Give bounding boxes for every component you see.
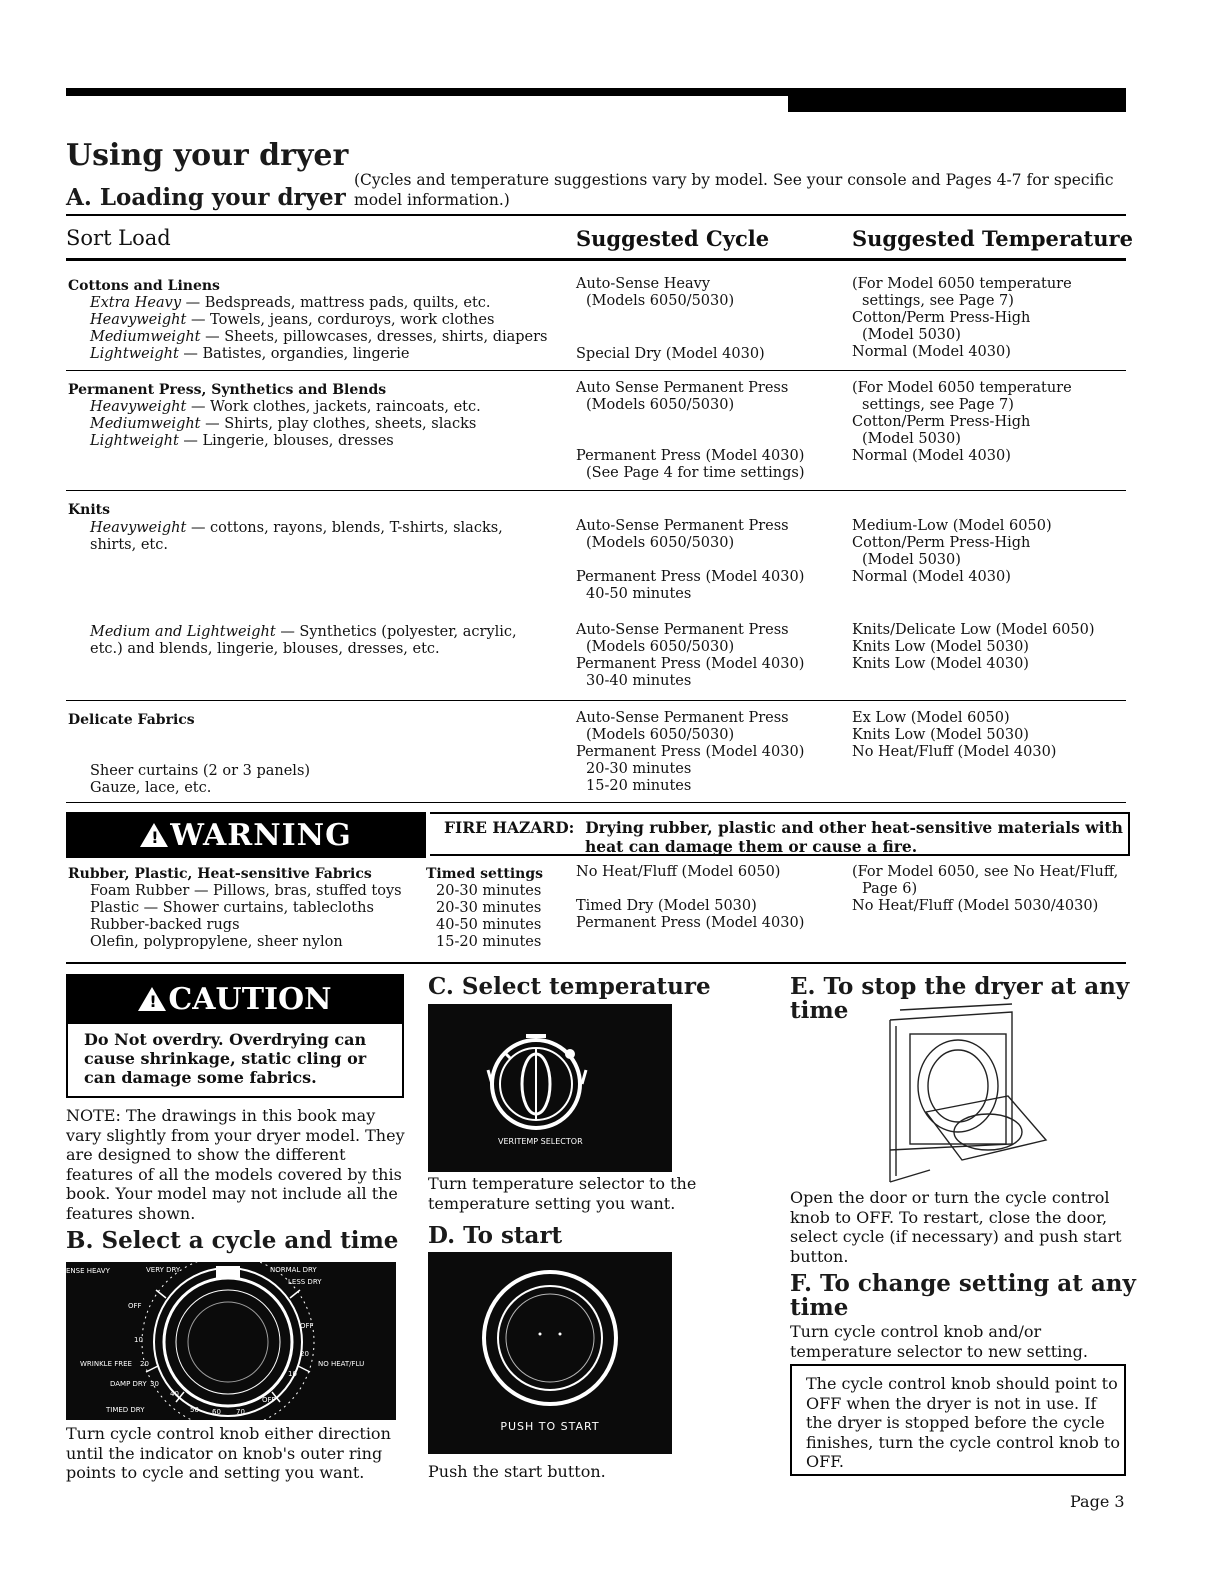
header-tab-bar bbox=[788, 96, 1126, 112]
row-delicate-temp: Ex Low (Model 6050) Knits Low (Model 5030) No Heat/Fluff (Model 4030) bbox=[852, 710, 1057, 760]
col-header-suggested-temperature: Suggested Temperature bbox=[852, 226, 1133, 251]
table-top-rule bbox=[66, 214, 1126, 216]
knob-label: NORMAL DRY bbox=[270, 1266, 317, 1274]
section-f-heading: F. To change setting at any time bbox=[790, 1270, 1136, 1321]
row-divider bbox=[66, 802, 1126, 803]
row-cottons-cycle: Auto-Sense Heavy (Models 6050/5030) Special Dry (Model 4030) bbox=[576, 276, 765, 362]
fire-hazard-text: Drying rubber, plastic and other heat-sensitive materials with bbox=[585, 818, 1123, 837]
start-button-panel bbox=[428, 1252, 672, 1454]
section-c-heading: C. Select temperature bbox=[428, 973, 711, 1000]
row-knits-cycle-2: Auto-Sense Permanent Press (Models 6050/5030) Permanent Press (Model 4030) 30-40 minutes bbox=[576, 622, 805, 689]
row-divider bbox=[66, 700, 1126, 701]
knob-label: VERY DRY bbox=[146, 1266, 181, 1274]
knob-label: NO HEAT/FLU bbox=[318, 1360, 365, 1368]
page-title: Using your dryer bbox=[66, 138, 349, 173]
cycle-knob-panel bbox=[66, 1262, 396, 1420]
knob-label: 30 bbox=[150, 1380, 159, 1388]
section-a-heading: A. Loading your dryer bbox=[66, 184, 346, 211]
section-d-heading: D. To start bbox=[428, 1222, 563, 1249]
warning-triangle-icon bbox=[140, 823, 168, 847]
knob-label: 10 bbox=[288, 1370, 297, 1378]
knob-label: 60 bbox=[212, 1408, 221, 1416]
caution-triangle-icon bbox=[138, 987, 166, 1011]
dryer-door-illustration bbox=[870, 1000, 1050, 1186]
row-rubber-sort: Rubber, Plastic, Heat-sensitive Fabrics Foam Rubber — Pillows, bras, stuffed toys Plastic — Shower curtains, tablecloths Rubber-backed rugs Olefin, polypropylene, sheer nylon bbox=[68, 866, 402, 950]
section-d-text: Push the start button. bbox=[428, 1462, 606, 1481]
row-delicate-sort: Delicate Fabrics Sheer curtains (2 or 3 panels) Gauze, lace, etc. bbox=[68, 712, 311, 796]
caution-text: Do Not overdry. Overdrying can cause shrinkage, static cling or can damage some fabrics. bbox=[66, 1022, 404, 1098]
col-header-suggested-cycle: Suggested Cycle bbox=[576, 226, 770, 251]
row-cottons-group: Cottons and Linens bbox=[68, 278, 220, 294]
knob-label: 20 bbox=[140, 1360, 149, 1368]
knob-label: ENSE HEAVY bbox=[66, 1267, 110, 1275]
row-knits-sort-2: Medium and Lightweight — Synthetics (polyester, acrylic, etc.) and blends, lingerie, blouses, dresses, etc. bbox=[90, 624, 517, 657]
section-e-text: Open the door or turn the cycle control knob to OFF. To restart, close the door, select cycle (if necessary) and push start button. bbox=[790, 1188, 1122, 1266]
cycle-knob-dial bbox=[66, 1262, 396, 1420]
row-cottons-item: Lightweight — Batistes, organdies, lingerie bbox=[90, 346, 410, 362]
section-c-text: Turn temperature selector to the temperature setting you want. bbox=[428, 1174, 697, 1213]
table-bottom-rule bbox=[66, 962, 1126, 964]
dryer-door-icon bbox=[870, 1000, 1050, 1186]
row-knits-sort: Knits Heavyweight — cottons, rayons, blends, T-shirts, slacks, shirts, etc. bbox=[68, 502, 503, 553]
row-knits-temp-1: Medium-Low (Model 6050) Cotton/Perm Press-High (Model 5030) Normal (Model 4030) bbox=[852, 518, 1052, 585]
knob-label: OFF bbox=[300, 1322, 314, 1330]
row-rubber-cycle: No Heat/Fluff (Model 6050) Timed Dry (Model 5030) Permanent Press (Model 4030) bbox=[576, 864, 805, 931]
temp-selector-dial bbox=[428, 1004, 672, 1172]
section-a-intro: (Cycles and temperature suggestions vary by model. See your console and Pages 4-7 for specific model information.) bbox=[354, 171, 1114, 209]
row-permpress-temp: (For Model 6050 temperature settings, see Page 7) Cotton/Perm Press-High (Model 5030) Normal (Model 4030) bbox=[852, 380, 1072, 464]
knob-label: DAMP DRY bbox=[110, 1380, 147, 1388]
push-to-start-button[interactable]: PUSH TO START bbox=[500, 1420, 600, 1433]
row-divider bbox=[66, 370, 1126, 371]
row-cottons-item: Extra Heavy — Bedspreads, mattress pads, quilts, etc. bbox=[90, 295, 491, 311]
fire-hazard-label: FIRE HAZARD: bbox=[444, 818, 575, 837]
caution-banner: ! CAUTION bbox=[66, 974, 404, 1024]
page-number: Page 3 bbox=[1070, 1492, 1125, 1511]
row-knits-cycle-1: Auto-Sense Permanent Press (Models 6050/5030) Permanent Press (Model 4030) 40-50 minutes bbox=[576, 518, 805, 602]
knob-label: OFF bbox=[262, 1396, 276, 1404]
row-rubber-timed: Timed settings 20-30 minutes 20-30 minutes 40-50 minutes 15-20 minutes bbox=[426, 866, 544, 950]
knob-label: OFF bbox=[128, 1302, 142, 1310]
knob-label: TIMED DRY bbox=[106, 1406, 145, 1414]
knob-label: 70 bbox=[236, 1408, 245, 1416]
section-b-heading: B. Select a cycle and time bbox=[66, 1227, 399, 1254]
row-cottons-item: Mediumweight — Sheets, pillowcases, dresses, shirts, diapers bbox=[90, 329, 548, 345]
col-header-sort-load: Sort Load bbox=[66, 226, 171, 250]
temp-selector-label: VERITEMP SELECTOR bbox=[498, 1137, 583, 1146]
row-rubber-temp: (For Model 6050, see No Heat/Fluff, Page 6) No Heat/Fluff (Model 5030/4030) bbox=[852, 864, 1119, 914]
knob-label: 50 bbox=[190, 1406, 199, 1414]
row-cottons-sort bbox=[68, 278, 568, 363]
section-f-text: Turn cycle control knob and/or temperature selector to new setting. bbox=[790, 1322, 1088, 1361]
row-delicate-cycle: Auto-Sense Permanent Press (Models 6050/5030) Permanent Press (Model 4030) 20-30 minutes 15-20 minutes bbox=[576, 710, 805, 794]
knob-label: 10 bbox=[134, 1336, 143, 1344]
row-permpress-cycle: Auto Sense Permanent Press (Models 6050/5030) Permanent Press (Model 4030) (See Page 4 for time settings) bbox=[576, 380, 805, 481]
section-e-heading: E. To stop the dryer at any time bbox=[790, 973, 1130, 1024]
table-header-rule bbox=[66, 258, 1126, 261]
knob-label: LESS DRY bbox=[288, 1278, 322, 1286]
row-permpress-sort: Permanent Press, Synthetics and Blends Heavyweight — Work clothes, jackets, raincoats, etc. Mediumweight — Shirts, play clothes, sheets, slacks Lightweight — Lingerie, blouses, dresses bbox=[68, 382, 481, 449]
section-b-text: Turn cycle control knob either direction until the indicator on knob's outer ring points to cycle and setting you want. bbox=[66, 1424, 391, 1482]
fire-hazard-text-2: heat can damage them or cause a fire. bbox=[585, 837, 918, 856]
knob-label: 40 bbox=[170, 1390, 179, 1398]
off-reminder-box: The cycle control knob should point to OFF when the dryer is not in use. If the dryer is stopped before the cycle finishes, turn the cycle control knob to OFF. bbox=[790, 1364, 1126, 1476]
knob-label: WRINKLE FREE bbox=[80, 1360, 132, 1368]
warning-banner: ! WARNING bbox=[66, 812, 426, 858]
knob-label: 20 bbox=[300, 1350, 309, 1358]
note-text: NOTE: The drawings in this book may vary slightly from your dryer model. They are designed to show the different features of all the models covered by this book. Your model may not include all the features shown. bbox=[66, 1106, 405, 1223]
row-knits-temp-2: Knits/Delicate Low (Model 6050) Knits Low (Model 5030) Knits Low (Model 4030) bbox=[852, 622, 1095, 672]
header-rule bbox=[66, 88, 1126, 96]
row-cottons-temp: (For Model 6050 temperature settings, see Page 7) Cotton/Perm Press-High (Model 5030) Normal (Model 4030) bbox=[852, 276, 1072, 360]
temp-selector-panel bbox=[428, 1004, 672, 1172]
row-cottons-item: Heavyweight — Towels, jeans, corduroys, work clothes bbox=[90, 312, 495, 328]
fire-hazard-box bbox=[430, 812, 1130, 856]
row-divider bbox=[66, 490, 1126, 491]
